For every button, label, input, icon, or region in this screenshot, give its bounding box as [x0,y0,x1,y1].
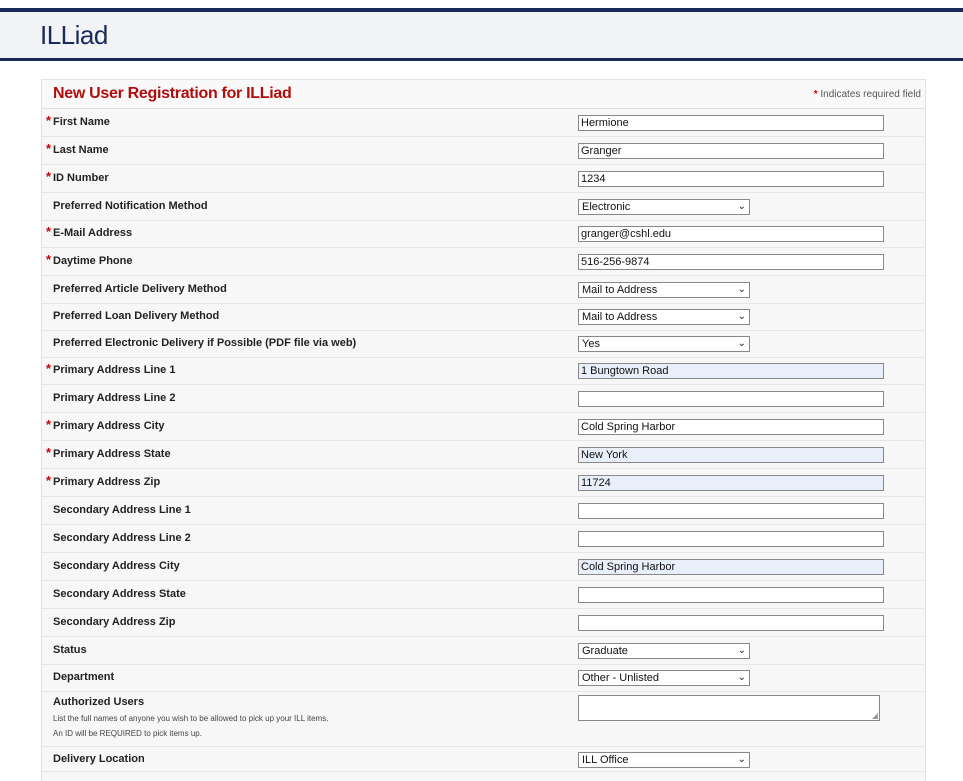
form-row [42,247,925,276]
chevron-down-icon: ⌄ [737,672,746,683]
field-label: Primary Address City [53,420,165,432]
form-row [42,468,925,497]
required-star: * [813,89,818,100]
field-label: Preferred Electronic Delivery if Possible (PDF file via web) [53,337,357,349]
select-value: Mail to Address [582,311,658,323]
field-label: ID Number [53,172,109,184]
field-label: Secondary Address Line 1 [53,504,191,516]
field-label: Status [53,644,87,656]
field-label: Primary Address Line 2 [53,392,176,404]
text-input[interactable]: New York [578,447,884,463]
select-dropdown[interactable] [578,752,750,768]
form-row [42,608,925,637]
form-row [42,552,925,581]
required-marker: * [46,361,52,376]
field-label: Secondary Address City [53,560,180,572]
text-input[interactable]: 11724 [578,475,884,491]
field-label: Preferred Notification Method [53,200,208,212]
field-label: Secondary Address State [53,588,186,600]
help-text: An ID will be REQUIRED to pick items up. [53,729,202,738]
chevron-down-icon: ⌄ [737,311,746,322]
form-row [42,692,925,747]
field-label: Preferred Article Delivery Method [53,283,227,295]
field-label: Secondary Address Line 2 [53,532,191,544]
text-input[interactable]: Cold Spring Harbor [578,419,884,435]
field-label: Last Name [53,144,109,156]
select-dropdown[interactable] [578,336,750,352]
chevron-down-icon: ⌄ [737,201,746,212]
required-marker: * [46,445,52,460]
field-label: Delivery Location [53,753,145,765]
form-row [42,302,925,331]
required-note [814,89,921,100]
select-dropdown[interactable] [578,199,750,215]
top-accent-bar [0,0,963,12]
required-marker: * [46,252,52,267]
field-label: Department [53,671,115,683]
text-input[interactable]: 1 Bungtown Road [578,363,884,379]
field-label: Daytime Phone [53,255,133,267]
form-row [42,412,925,441]
select-dropdown[interactable] [578,643,750,659]
field-label: First Name [53,116,110,128]
text-input[interactable]: Cold Spring Harbor [578,559,884,575]
select-value: Mail to Address [582,284,658,296]
required-marker: * [46,169,52,184]
form-row [42,329,925,358]
required-marker: * [46,473,52,488]
registration-form [41,79,926,781]
chevron-down-icon: ⌄ [737,338,746,349]
form-row [42,356,925,385]
select-dropdown[interactable] [578,670,750,686]
required-marker: * [46,417,52,432]
required-marker: * [46,141,52,156]
field-label: Primary Address State [53,448,171,460]
text-input[interactable] [578,503,884,519]
text-input[interactable] [578,587,884,603]
select-value: Electronic [582,201,631,213]
form-row [42,663,925,692]
field-label: Preferred Loan Delivery Method [53,310,220,322]
form-row [42,384,925,413]
field-label: Primary Address Zip [53,476,161,488]
select-value: Graduate [582,645,628,657]
form-row [42,192,925,221]
form-row [42,524,925,553]
field-label: Secondary Address Zip [53,616,176,628]
form-row [42,108,925,137]
help-text: List the full names of anyone you wish to be allowed to pick up your ILL items. [53,714,329,723]
form-row [42,440,925,469]
select-dropdown[interactable] [578,309,750,325]
form-row [42,219,925,248]
required-marker: * [46,224,52,239]
select-value: ILL Office [582,754,629,766]
select-value: Other - Unlisted [582,672,660,684]
form-row [42,745,925,772]
chevron-down-icon: ⌄ [737,645,746,656]
text-input[interactable] [578,615,884,631]
form-row [42,580,925,609]
text-input[interactable]: 516-256-9874 [578,254,884,270]
text-input[interactable]: Hermione [578,115,884,131]
field-label: Authorized Users [53,696,145,708]
chevron-down-icon: ⌄ [737,754,746,765]
field-label: Primary Address Line 1 [53,364,176,376]
form-row [42,496,925,525]
form-title: New User Registration for ILLiad [53,85,292,102]
form-header [42,80,925,109]
resize-grip-icon[interactable]: ◢ [871,711,878,720]
form-row [42,164,925,193]
field-label: E-Mail Address [53,227,133,239]
select-dropdown[interactable] [578,282,750,298]
required-note-text: Indicates required field [820,89,921,100]
authorized-users-textarea[interactable] [578,695,880,721]
text-input[interactable]: 1234 [578,171,884,187]
text-input[interactable] [578,391,884,407]
form-row [42,136,925,165]
chevron-down-icon: ⌄ [737,284,746,295]
form-row [42,636,925,665]
form-row [42,275,925,304]
text-input[interactable]: Granger [578,143,884,159]
select-value: Yes [582,338,600,350]
text-input[interactable] [578,531,884,547]
text-input[interactable]: granger@cshl.edu [578,226,884,242]
app-logo: ILLiad [40,20,108,50]
required-marker: * [46,113,52,128]
app-header [0,12,963,61]
